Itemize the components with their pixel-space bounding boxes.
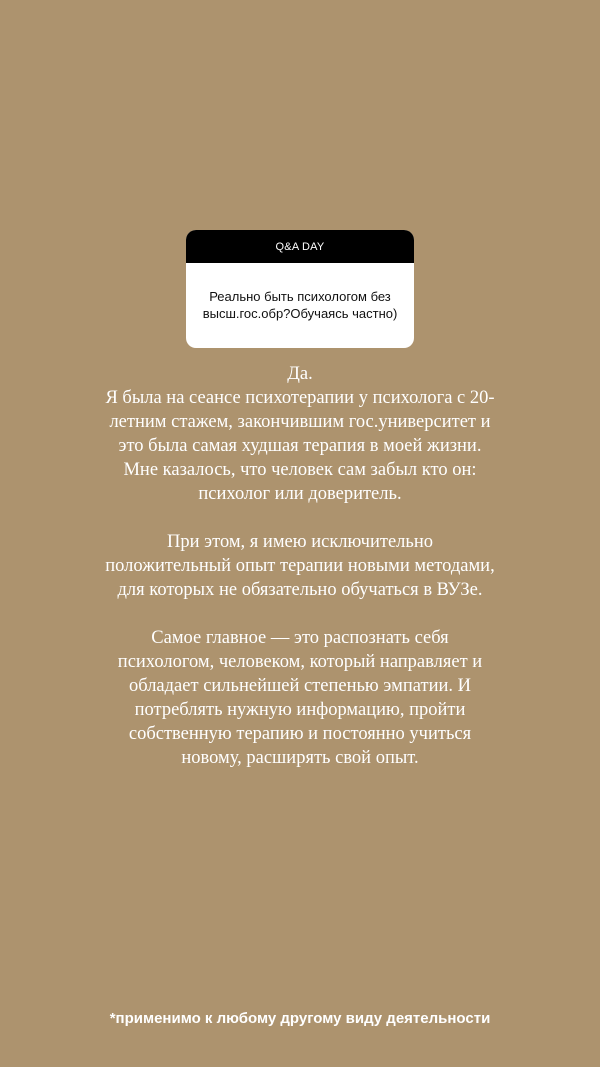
paragraph-gap [40,602,560,626]
answer-line: положительный опыт терапии новыми методами, [105,556,495,576]
answer-line: Да. [287,364,313,384]
answer-text [40,362,560,770]
qa-question-sticker [186,230,414,348]
qa-sticker-header: Q&A DAY [186,230,414,263]
answer-line: психологом, человеком, который направляет и [117,652,483,672]
qa-sticker-question: Реально быть психологом без высш.гос.обр?Обучаясь частно) [202,288,398,321]
footnote: *применимо к любому другому виду деятельности [109,1010,491,1027]
answer-line: Мне казалось, что человек сам забыл кто он: [123,460,477,480]
answer-line: Я была на сеансе психотерапии у психолога с 20- [105,388,495,408]
answer-line: это была самая худшая терапия в моей жизни. [118,436,482,456]
answer-line: потреблять нужную информацию, пройти [134,700,466,720]
answer-line: новому, расширять свой опыт. [181,748,419,768]
answer-line: Самое главное — это распознать себя [151,628,449,648]
paragraph-gap [40,506,560,530]
answer-line: для которых не обязательно обучаться в ВУЗе. [117,580,483,600]
answer-line: обладает сильнейшей степенью эмпатии. И [129,676,471,696]
answer-line: При этом, я имею исключительно [167,532,433,552]
answer-line: собственную терапию и постоянно учиться [128,724,472,744]
answer-line: психолог или доверитель. [198,484,402,504]
answer-line: летним стажем, закончившим гос.университет и [109,412,491,432]
